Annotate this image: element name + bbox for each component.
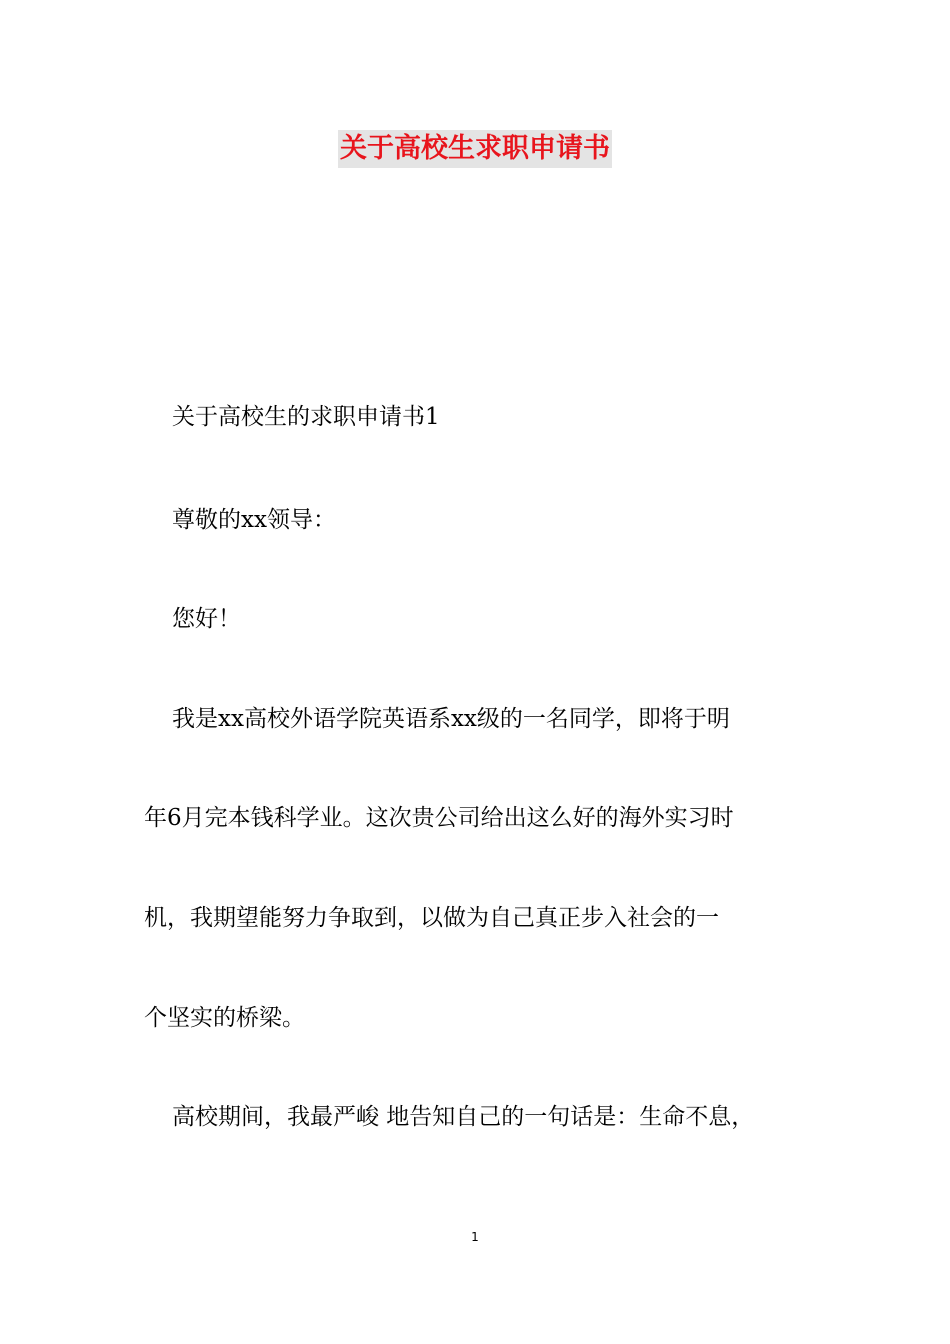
title-container (0, 130, 950, 168)
paragraph-line: 高校期间，我最严峻 地告知自己的一句话是：生命不息， (172, 1104, 755, 1130)
paragraph-line: 机，我期望能努力争取到，以做为自己真正步入社会的一 (144, 905, 719, 931)
greeting-line: 您好！ (172, 606, 241, 632)
paragraph-line: 个坚实的桥梁。 (144, 1005, 305, 1031)
subtitle-line: 关于高校生的求职申请书1 (172, 404, 440, 430)
paragraph-line: 年6月完本钱科学业。这次贵公司给出这么好的海外实习时 (144, 805, 734, 831)
page-number: 1 (471, 1230, 479, 1244)
salutation-line: 尊敬的xx领导： (172, 507, 336, 533)
document-title: 关于高校生求职申请书 (338, 130, 612, 168)
paragraph-line: 我是xx高校外语学院英语系xx级的一名同学，即将于明 (172, 706, 730, 732)
